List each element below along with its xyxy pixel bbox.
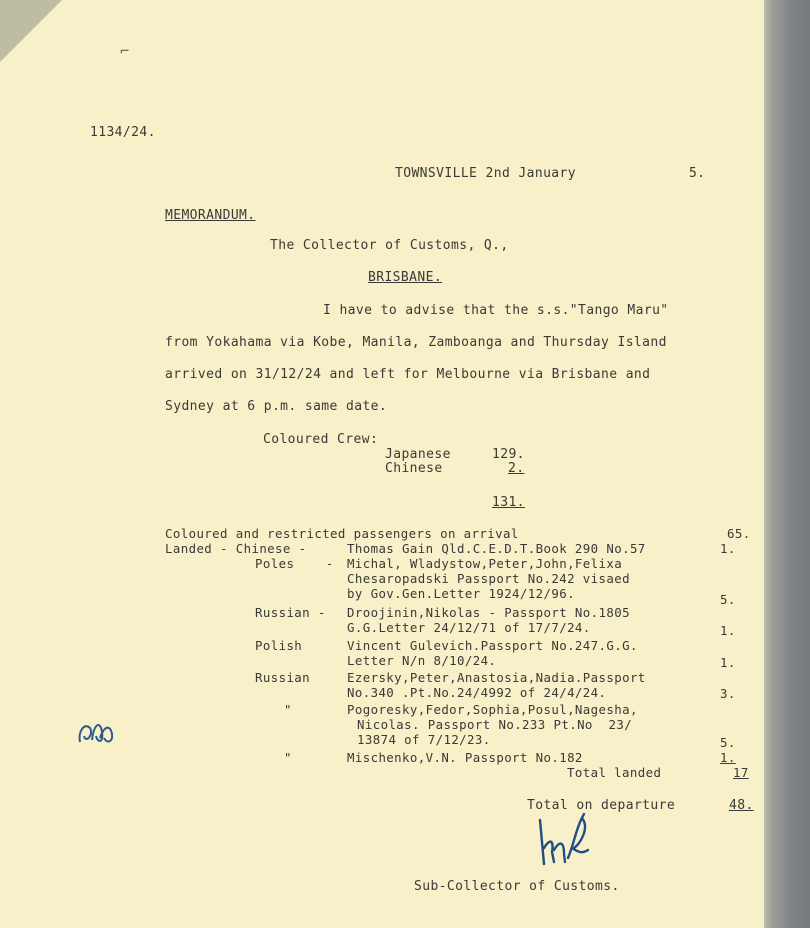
passenger-row-count: 1. [720, 750, 736, 765]
passengers-heading-count: 65. [727, 526, 751, 541]
passenger-row-line: Michal, Wladystow,Peter,John,Felixa [347, 556, 623, 571]
crew-total: 131. [492, 495, 525, 510]
passenger-row-line: G.G.Letter 24/12/71 of 17/7/24. [347, 620, 591, 635]
passenger-row-line: No.340 .Pt.No.24/4992 of 24/4/24. [347, 685, 607, 700]
crew-label-japanese: Japanese [385, 447, 451, 462]
passenger-row-prefix: Russian - [255, 605, 326, 620]
passenger-row-line: Vincent Gulevich.Passport No.247.G.G. [347, 638, 638, 653]
handwritten-signature-icon [530, 808, 610, 870]
total-departure-label: Total on departure [527, 798, 676, 813]
passenger-row-line: Mischenko,V.N. Passport No.182 [347, 750, 583, 765]
passenger-row-line: 13874 of 7/12/23. [357, 732, 491, 747]
passenger-row-line: Droojinin,Nikolas - Passport No.1805 [347, 605, 630, 620]
memo-title: MEMORANDUM. [165, 208, 256, 223]
passenger-row-prefix: Landed - Chinese - [165, 541, 307, 556]
signature-title: Sub-Collector of Customs. [414, 879, 620, 894]
passenger-row-prefix: Polish [255, 638, 303, 653]
passenger-row-line: Letter N/n 8/10/24. [347, 653, 497, 668]
passenger-row-line: Nicolas. Passport No.233 Pt.No 23/ [357, 717, 633, 732]
pencil-mark-icon: ⌐ [120, 42, 130, 60]
passenger-row-line: Pogoresky,Fedor,Sophia,Posul,Nagesha, [347, 702, 638, 717]
passenger-row-count: 1. [720, 623, 736, 638]
scanner-edge [764, 0, 810, 928]
body-line-1: I have to advise that the s.s."Tango Maru" [323, 303, 669, 318]
crew-count-japanese: 129. [492, 447, 525, 462]
addressee: The Collector of Customs, Q., [270, 238, 509, 253]
file-reference: 1134/24. [90, 125, 156, 140]
body-line-4: Sydney at 6 p.m. same date. [165, 399, 388, 414]
crew-heading: Coloured Crew: [263, 432, 379, 447]
passenger-row-prefix: Poles - [255, 556, 334, 571]
passenger-row-prefix: " [284, 702, 292, 717]
total-landed-label: Total landed [567, 765, 662, 780]
passenger-row-count: 5. [720, 735, 736, 750]
passenger-row-prefix: " [284, 750, 292, 765]
addressee-city: BRISBANE. [368, 270, 443, 285]
handwritten-initials-icon [74, 714, 118, 750]
passenger-row-prefix: Russian [255, 670, 311, 685]
total-departure-value: 48. [729, 798, 754, 813]
passenger-row-count: 1. [720, 655, 736, 670]
passenger-row-line: by Gov.Gen.Letter 1924/12/96. [347, 586, 575, 601]
passengers-heading: Coloured and restricted passengers on arrival [165, 526, 519, 541]
passenger-row-line: Chesaropadski Passport No.242 visaed [347, 571, 630, 586]
place-and-date: TOWNSVILLE 2nd January [395, 166, 576, 181]
passenger-row-count: 1. [720, 541, 736, 556]
folded-corner [0, 0, 62, 62]
crew-label-chinese: Chinese [385, 461, 443, 476]
passenger-row-line: Thomas Gain Qld.C.E.D.T.Book 290 No.57 [347, 541, 646, 556]
passenger-row-line: Ezersky,Peter,Anastosia,Nadia.Passport [347, 670, 646, 685]
crew-count-chinese: 2. [508, 461, 525, 476]
year-digit: 5. [689, 166, 706, 181]
passenger-row-count: 5. [720, 592, 736, 607]
passenger-row-count: 3. [720, 686, 736, 701]
total-landed-value: 17 [733, 765, 749, 780]
body-line-3: arrived on 31/12/24 and left for Melbourne via Brisbane and [165, 367, 651, 382]
body-line-2: from Yokahama via Kobe, Manila, Zamboanga and Thursday Island [165, 335, 667, 350]
